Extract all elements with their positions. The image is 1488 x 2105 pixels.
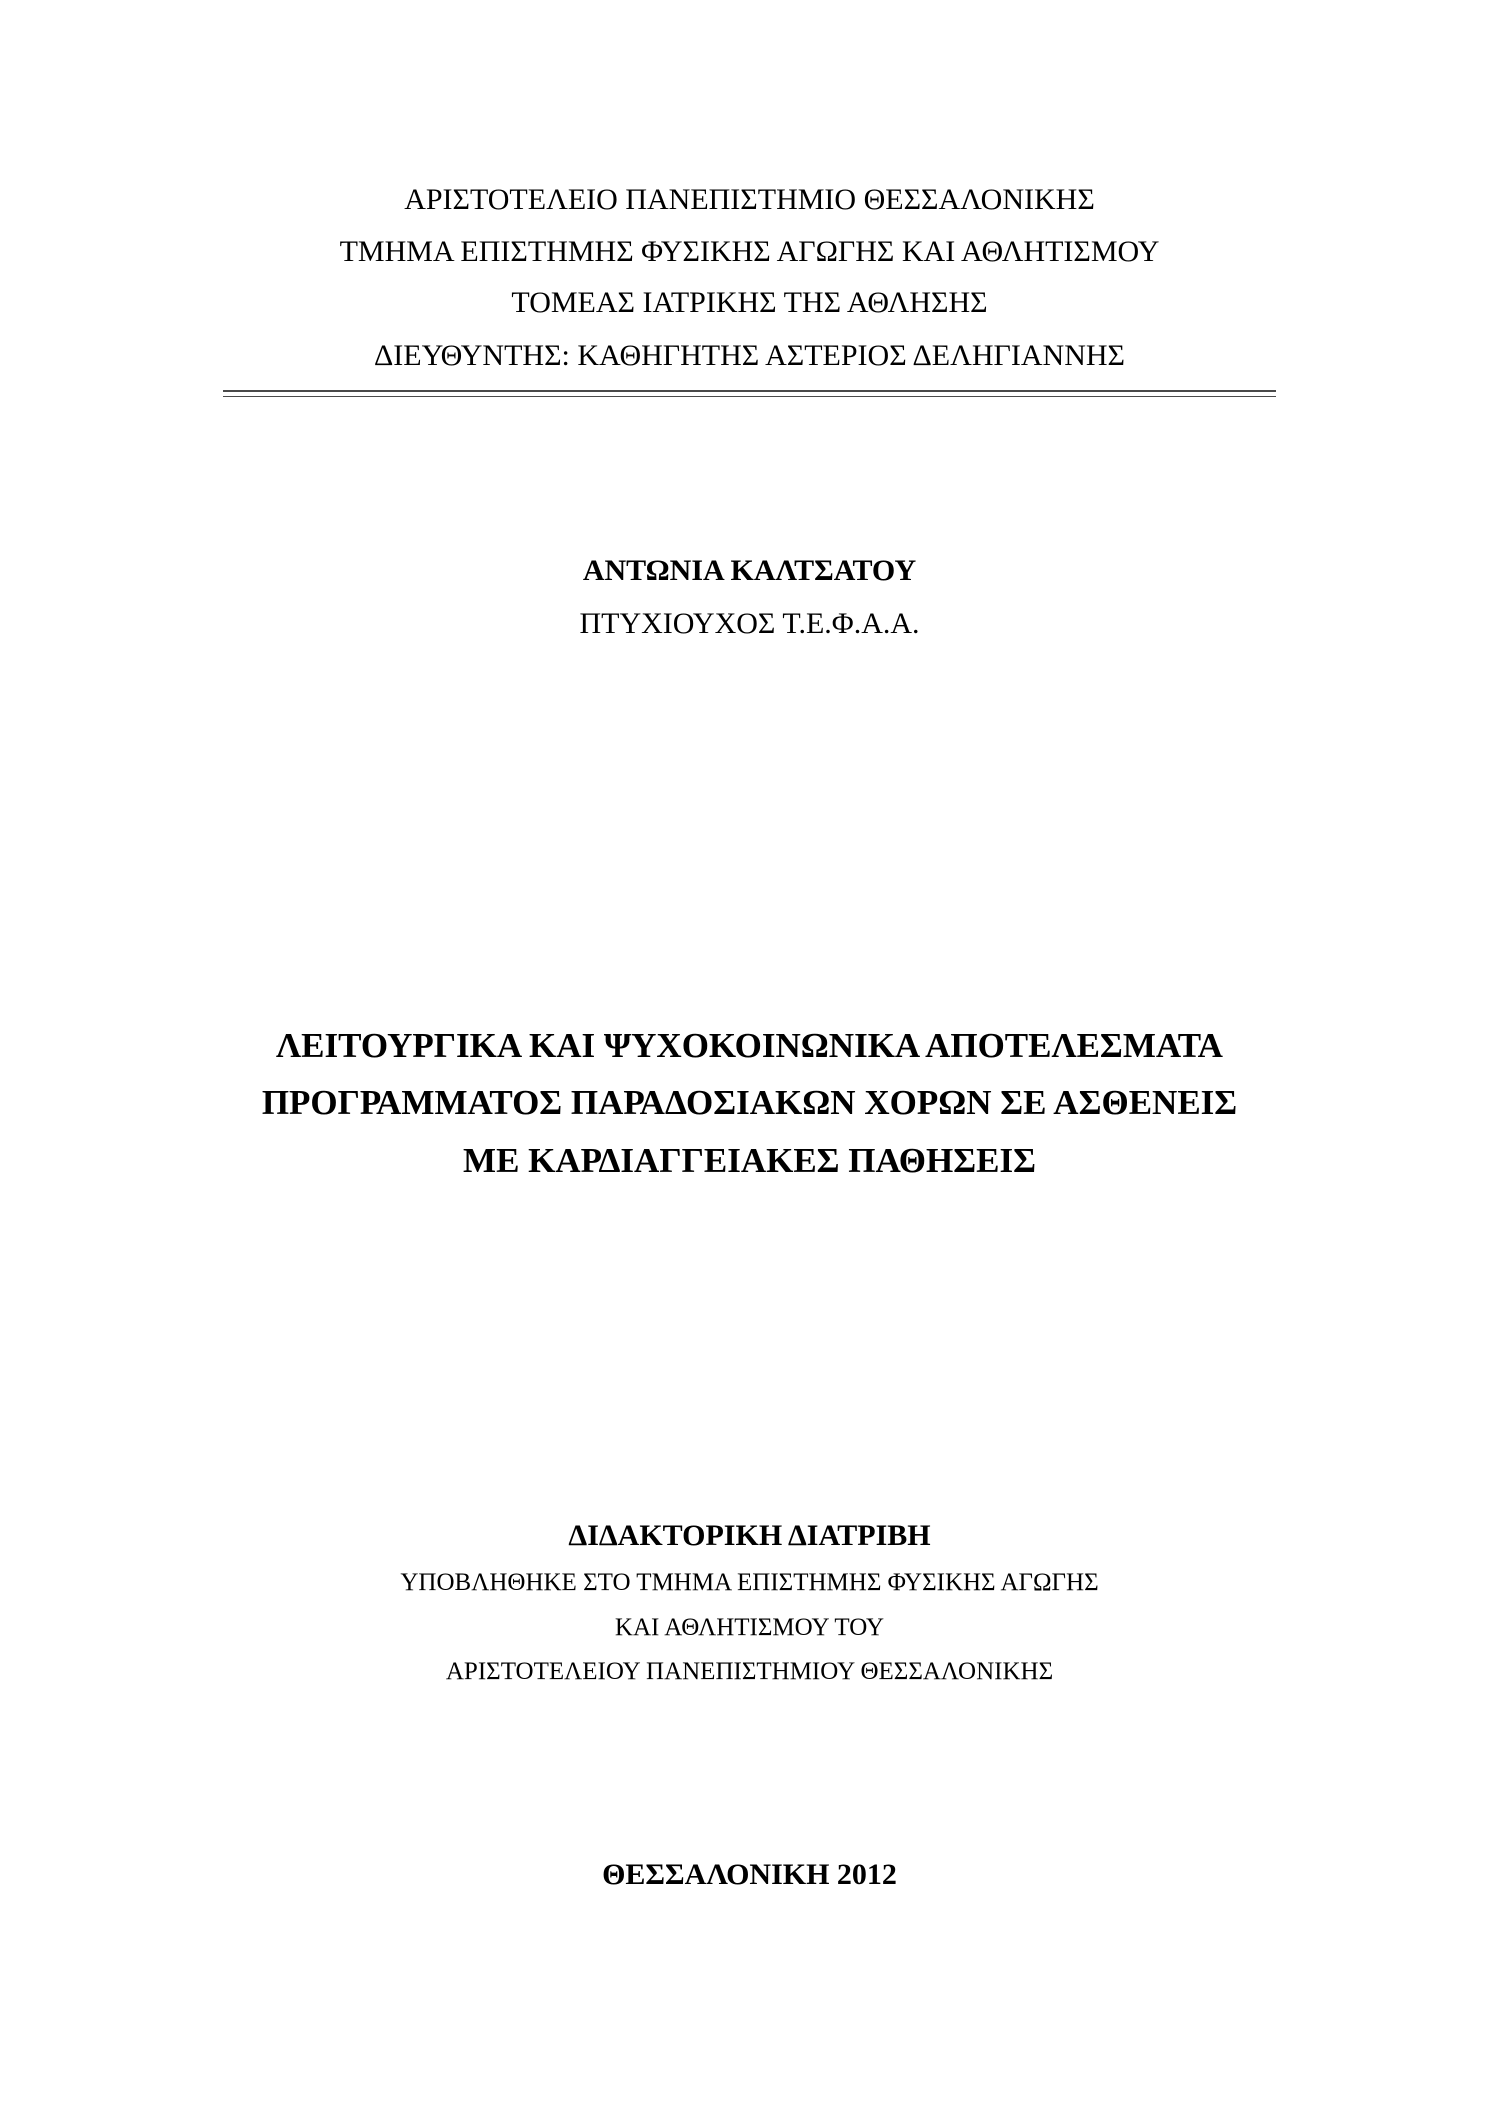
header-divider-thick	[223, 390, 1276, 392]
author-name: ΑΝΤΩΝΙΑ ΚΑΛΤΣΑΤΟΥ	[582, 554, 917, 587]
thesis-title-line: ΜΕ ΚΑΡΔΙΑΓΓΕΙΑΚΕΣ ΠΑΘΗΣΕΙΣ	[463, 1141, 1036, 1180]
header-university: ΑΡΙΣΤΟΤΕΛΕΙΟ ΠΑΝΕΠΙΣΤΗΜΙΟ ΘΕΣΣΑΛΟΝΙΚΗΣ	[404, 183, 1095, 216]
place-year: ΘΕΣΣΑΛΟΝΙΚΗ 2012	[602, 1858, 897, 1891]
submission-line: ΚΑΙ ΑΘΛΗΤΙΣΜΟΥ ΤΟΥ	[614, 1614, 885, 1641]
header-sector: ΤΟΜΕΑΣ ΙΑΤΡΙΚΗΣ ΤΗΣ ΑΘΛΗΣΗΣ	[511, 286, 988, 319]
header-director: ΔΙΕΥΘΥΝΤΗΣ: ΚΑΘΗΓΗΤΗΣ ΑΣΤΕΡΙΟΣ ΔΕΛΗΓΙΑΝΝΗΣ	[373, 339, 1126, 372]
thesis-type: ΔΙΔΑΚΤΟΡΙΚΗ ΔΙΑΤΡΙΒΗ	[568, 1519, 931, 1552]
author-degree: ΠΤΥΧΙΟΥΧΟΣ Τ.Ε.Φ.Α.Α.	[579, 607, 920, 640]
submission-line: ΑΡΙΣΤΟΤΕΛΕΙΟΥ ΠΑΝΕΠΙΣΤΗΜΙΟΥ ΘΕΣΣΑΛΟΝΙΚΗΣ	[445, 1658, 1054, 1685]
header-divider-thin	[223, 396, 1276, 397]
header-department: ΤΜΗΜΑ ΕΠΙΣΤΗΜΗΣ ΦΥΣΙΚΗΣ ΑΓΩΓΗΣ ΚΑΙ ΑΘΛΗΤΙΣΜΟΥ	[339, 235, 1160, 268]
thesis-title-line: ΛΕΙΤΟΥΡΓΙΚΑ ΚΑΙ ΨΥΧΟΚΟΙΝΩΝΙΚΑ ΑΠΟΤΕΛΕΣΜΑΤΑ	[276, 1026, 1223, 1065]
submission-line: ΥΠΟΒΛΗΘΗΚΕ ΣΤΟ ΤΜΗΜΑ ΕΠΙΣΤΗΜΗΣ ΦΥΣΙΚΗΣ ΑΓΩΓΗΣ	[400, 1569, 1099, 1596]
thesis-title-line: ΠΡΟΓΡΑΜΜΑΤΟΣ ΠΑΡΑΔΟΣΙΑΚΩΝ ΧΟΡΩΝ ΣΕ ΑΣΘΕΝΕΙΣ	[261, 1083, 1238, 1122]
